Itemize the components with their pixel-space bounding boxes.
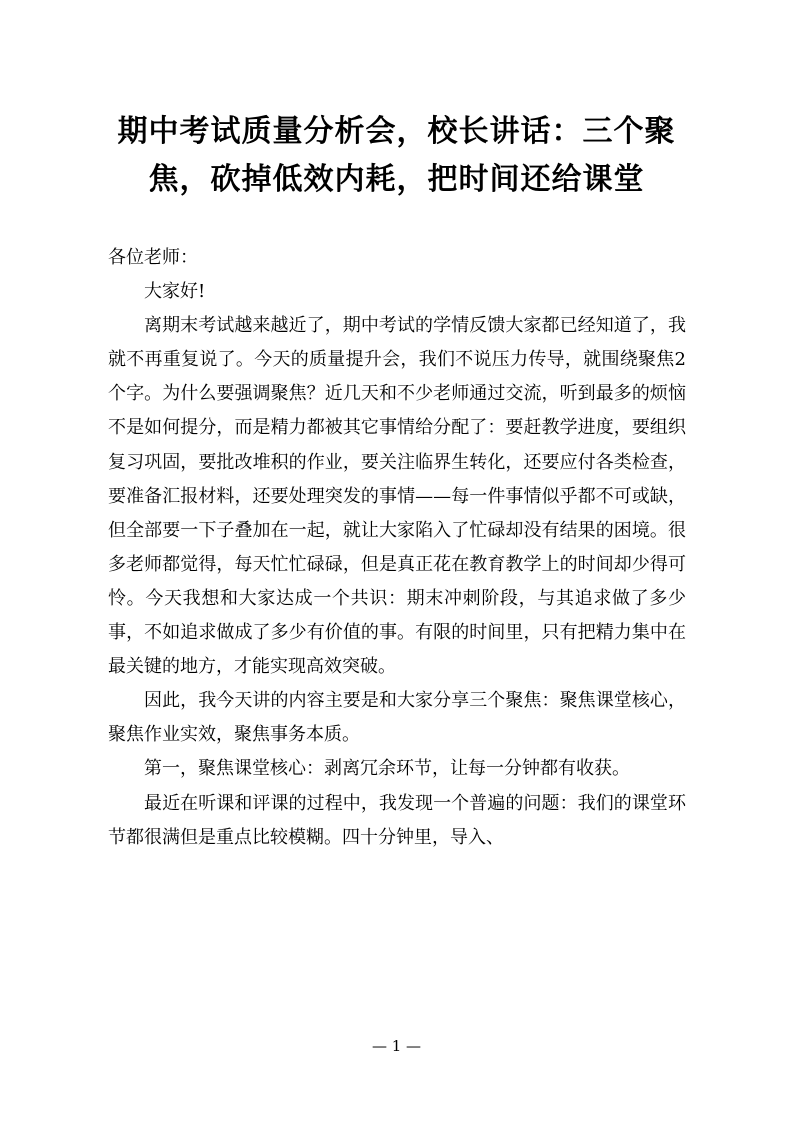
page-number: — 1 — — [371, 1037, 422, 1055]
paragraph-intro: 离期末考试越来越近了，期中考试的学情反馈大家都已经知道了，我就不再重复说了。今天的质量提升会，我们不说压力传导，就围绕聚焦2个字。为什么要强调聚焦？近几天和不少老师通过交流，听到最多的烦恼不是如何提分，而是精力都被其它事情给分配了：要赶教学进度，要组织复习巩固，要批改堆积的作业，要关注临界生转化，还要应付各类检查，要准备汇报材料，还要处理突发的事情——每一件事情似乎都不可或缺，但全部要一下子叠加在一起，就让大家陷入了忙碌却没有结果的困境。很多老师都觉得，每天忙忙碌碌，但是真正花在教育教学上的时间却少得可怜。今天我想和大家达成一个共识：期末冲刺阶段，与其追求做了多少事，不如追求做成了多少有价值的事。有限的时间里，只有把精力集中在最关键的地方，才能实现高效突破。 — [108, 315, 686, 678]
document-body — [108, 241, 686, 855]
title-line-2: 焦，砍掉低效内耗，把时间还给课堂 — [148, 162, 645, 197]
document-title — [100, 108, 693, 204]
title-line-1: 期中考试质量分析会，校长讲话：三个聚 — [117, 114, 676, 149]
paragraph-greeting: 大家好! — [144, 281, 206, 303]
paragraph-section-one-heading: 第一，聚焦课堂核心：剥离冗余环节，让每一分钟都有收获。 — [144, 758, 630, 780]
salutation: 各位老师： — [108, 247, 198, 268]
paragraph-overview: 因此，我今天讲的内容主要是和大家分享三个聚焦：聚焦课堂核心，聚焦作业实效，聚焦事务本质。 — [108, 690, 686, 746]
paragraph-section-one-body: 最近在听课和评课的过程中，我发现一个普遍的问题：我们的课堂环节都很满但是重点比较模糊。四十分钟里，导入、 — [108, 792, 686, 848]
